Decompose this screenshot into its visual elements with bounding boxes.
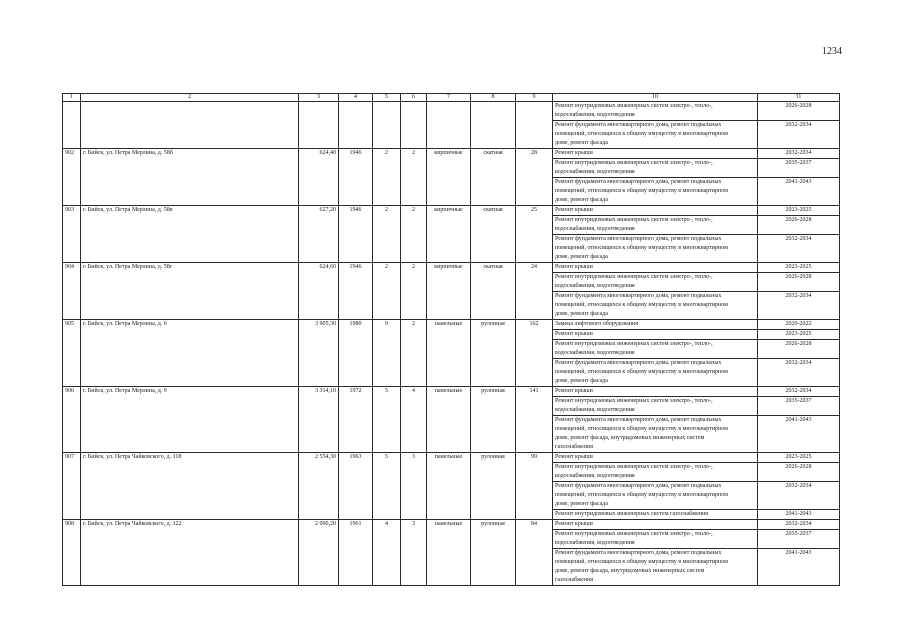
cell-work-name: Ремонт фундамента многоквартирного дома, ремонт подвальных помещений, относящихся к общему имуществу в многоквартирном доме, ремонт фасада <box>553 359 758 387</box>
cell-work-period: 2026-2028 <box>758 216 840 235</box>
cell-work-period: 2023-2025 <box>758 330 840 340</box>
cell-walls: кирпичные <box>427 263 471 320</box>
table-row <box>63 206 840 216</box>
cell-work-period: 2023-2025 <box>758 263 840 273</box>
table-row <box>63 520 840 530</box>
cell-walls: панельные <box>427 453 471 520</box>
cell-work-name: Ремонт внутридомовых инженерных систем электро-, тепло-, водоснабжения, водоотведения <box>553 159 758 178</box>
cell-year: 1946 <box>339 149 373 206</box>
cell-work-name: Ремонт крыши <box>553 520 758 530</box>
repair-schedule-table <box>62 93 840 586</box>
column-header-10: 10 <box>553 94 758 102</box>
cell-no: 903 <box>63 206 81 263</box>
cell-entrances <box>401 102 427 149</box>
cell-area: 624,40 <box>299 149 339 206</box>
cell-floors: 5 <box>373 387 401 453</box>
cell-residents: 84 <box>516 520 553 586</box>
cell-no: 906 <box>63 387 81 453</box>
table-row <box>63 453 840 463</box>
cell-no: 904 <box>63 263 81 320</box>
cell-year: 1972 <box>339 387 373 453</box>
column-header-5: 5 <box>373 94 401 102</box>
cell-work-name: Ремонт внутридомовых инженерных систем электро-, тепло-, водоснабжения, водоотведения <box>553 216 758 235</box>
table-row <box>63 263 840 273</box>
cell-work-name: Ремонт фундамента многоквартирного дома, ремонт подвальных помещений, относящихся к общему имуществу в многоквартирном доме, ремонт фасада, внутридомовых инженерных систем газоснабжения <box>553 549 758 586</box>
cell-work-period: 2041-2043 <box>758 416 840 453</box>
column-header-6: 6 <box>401 94 427 102</box>
cell-residents <box>516 102 553 149</box>
cell-work-name: Ремонт фундамента многоквартирного дома, ремонт подвальных помещений, относящихся к общему имуществу в многоквартирном доме, ремонт фасада <box>553 178 758 206</box>
cell-address: г. Бийск, ул. Петра Чайковского, д. 118 <box>81 453 299 520</box>
cell-work-name: Ремонт внутридомовых инженерных систем электро-, тепло-, водоснабжения, водоотведения <box>553 530 758 549</box>
cell-work-name: Ремонт фундамента многоквартирного дома, ремонт подвальных помещений, относящихся к общему имуществу в многоквартирном доме, ремонт фасада <box>553 292 758 320</box>
cell-work-period: 2035-2037 <box>758 397 840 416</box>
cell-no: 907 <box>63 453 81 520</box>
cell-address: г. Бийск, ул. Петра Мерлина, д. 58б <box>81 149 299 206</box>
cell-entrances: 2 <box>401 206 427 263</box>
column-header-8: 8 <box>471 94 516 102</box>
cell-work-name: Ремонт крыши <box>553 206 758 216</box>
cell-residents: 162 <box>516 320 553 387</box>
cell-area: 3 314,10 <box>299 387 339 453</box>
cell-floors: 2 <box>373 206 401 263</box>
cell-work-name: Ремонт фундамента многоквартирного дома, ремонт подвальных помещений, относящихся к общему имуществу в многоквартирном доме, ремонт фасада <box>553 235 758 263</box>
cell-roof: рулонная <box>471 387 516 453</box>
cell-walls: кирпичные <box>427 149 471 206</box>
cell-area: 3 905,30 <box>299 320 339 387</box>
cell-no: 908 <box>63 520 81 586</box>
cell-walls: кирпичные <box>427 206 471 263</box>
cell-roof <box>471 102 516 149</box>
column-header-4: 4 <box>339 94 373 102</box>
table-row <box>63 320 840 330</box>
cell-address: г. Бийск, ул. Петра Мерлина, д. 58в <box>81 206 299 263</box>
cell-address: г. Бийск, ул. Петра Мерлина, д. 6 <box>81 320 299 387</box>
cell-floors <box>373 102 401 149</box>
cell-floors: 2 <box>373 149 401 206</box>
cell-work-period: 2035-2037 <box>758 159 840 178</box>
table-row <box>63 102 840 121</box>
cell-year: 1963 <box>339 453 373 520</box>
column-header-3: 3 <box>299 94 339 102</box>
cell-work-period: 2026-2028 <box>758 273 840 292</box>
cell-address: г. Бийск, ул. Петра Чайковского, д. 122 <box>81 520 299 586</box>
page-number: 1234 <box>822 46 842 57</box>
cell-work-name: Ремонт крыши <box>553 330 758 340</box>
cell-work-period: 2041-2043 <box>758 510 840 520</box>
cell-residents: 25 <box>516 206 553 263</box>
table-row <box>63 387 840 397</box>
cell-entrances: 3 <box>401 520 427 586</box>
column-header-7: 7 <box>427 94 471 102</box>
cell-entrances: 2 <box>401 149 427 206</box>
cell-year: 1961 <box>339 520 373 586</box>
cell-work-period: 2032-2034 <box>758 482 840 510</box>
cell-work-name: Ремонт внутридомовых инженерных систем газоснабжения <box>553 510 758 520</box>
cell-area: 624,60 <box>299 263 339 320</box>
cell-entrances: 2 <box>401 320 427 387</box>
cell-walls: панельные <box>427 387 471 453</box>
cell-work-name: Ремонт крыши <box>553 263 758 273</box>
cell-floors: 4 <box>373 520 401 586</box>
column-header-2: 2 <box>81 94 299 102</box>
cell-floors: 9 <box>373 320 401 387</box>
cell-year: 1980 <box>339 320 373 387</box>
cell-area: 627,20 <box>299 206 339 263</box>
cell-address: г. Бийск, ул. Петра Мерлина, д. 9 <box>81 387 299 453</box>
cell-address <box>81 102 299 149</box>
cell-work-period: 2032-2034 <box>758 235 840 263</box>
cell-work-period: 2032-2034 <box>758 292 840 320</box>
column-header-1: 1 <box>63 94 81 102</box>
cell-work-name: Ремонт внутридомовых инженерных систем электро-, тепло-, водоснабжения, водоотведения <box>553 463 758 482</box>
column-header-9: 9 <box>516 94 553 102</box>
cell-work-period: 2023-2025 <box>758 206 840 216</box>
cell-work-period: 2026-2028 <box>758 463 840 482</box>
cell-no: 905 <box>63 320 81 387</box>
cell-work-period: 2032-2034 <box>758 121 840 149</box>
cell-roof: рулонная <box>471 320 516 387</box>
cell-work-period: 2032-2034 <box>758 387 840 397</box>
cell-entrances: 3 <box>401 453 427 520</box>
cell-work-period: 2041-2043 <box>758 178 840 206</box>
cell-roof: скатная <box>471 263 516 320</box>
cell-work-period: 2026-2028 <box>758 340 840 359</box>
cell-year <box>339 102 373 149</box>
cell-no <box>63 102 81 149</box>
header-row <box>63 94 840 102</box>
cell-work-period: 2032-2034 <box>758 149 840 159</box>
cell-work-period: 2023-2025 <box>758 453 840 463</box>
cell-work-period: 2026-2028 <box>758 102 840 121</box>
cell-roof: скатная <box>471 149 516 206</box>
cell-work-name: Ремонт фундамента многоквартирного дома, ремонт подвальных помещений, относящихся к общему имуществу в многоквартирном доме, ремонт фасада, внутридомовых инженерных систем газоснабжения <box>553 416 758 453</box>
cell-work-name: Ремонт внутридомовых инженерных систем электро-, тепло-, водоснабжения, водоотведения <box>553 273 758 292</box>
cell-year: 1946 <box>339 206 373 263</box>
cell-roof: рулонная <box>471 520 516 586</box>
cell-residents: 24 <box>516 263 553 320</box>
cell-roof: рулонная <box>471 453 516 520</box>
cell-work-name: Ремонт крыши <box>553 453 758 463</box>
cell-work-name: Ремонт фундамента многоквартирного дома, ремонт подвальных помещений, относящихся к общему имуществу в многоквартирном доме, ремонт фасада <box>553 482 758 510</box>
cell-year: 1946 <box>339 263 373 320</box>
cell-roof: скатная <box>471 206 516 263</box>
cell-walls: панельные <box>427 320 471 387</box>
cell-work-name: Ремонт фундамента многоквартирного дома, ремонт подвальных помещений, относящихся к общему имуществу в многоквартирном доме, ремонт фасада <box>553 121 758 149</box>
cell-address: г. Бийск, ул. Петра Мерлина, д. 58г <box>81 263 299 320</box>
cell-walls: панельные <box>427 520 471 586</box>
cell-residents: 28 <box>516 149 553 206</box>
cell-work-name: Замена лифтового оборудования <box>553 320 758 330</box>
cell-area: 2 554,30 <box>299 453 339 520</box>
cell-entrances: 2 <box>401 263 427 320</box>
cell-floors: 2 <box>373 263 401 320</box>
cell-work-period: 2041-2043 <box>758 549 840 586</box>
cell-work-period: 2032-2034 <box>758 359 840 387</box>
cell-work-name: Ремонт крыши <box>553 387 758 397</box>
cell-work-period: 2035-2037 <box>758 530 840 549</box>
cell-work-period: 2020-2022 <box>758 320 840 330</box>
table-row <box>63 149 840 159</box>
cell-residents: 99 <box>516 453 553 520</box>
cell-work-name: Ремонт внутридомовых инженерных систем электро-, тепло-, водоснабжения, водоотведения <box>553 397 758 416</box>
table-body <box>63 102 840 586</box>
cell-area <box>299 102 339 149</box>
cell-entrances: 4 <box>401 387 427 453</box>
cell-walls <box>427 102 471 149</box>
cell-floors: 5 <box>373 453 401 520</box>
cell-work-period: 2032-2034 <box>758 520 840 530</box>
cell-area: 2 090,20 <box>299 520 339 586</box>
cell-residents: 141 <box>516 387 553 453</box>
column-header-11: 11 <box>758 94 840 102</box>
cell-work-name: Ремонт внутридомовых инженерных систем электро-, тепло-, водоснабжения, водоотведения <box>553 340 758 359</box>
cell-work-name: Ремонт внутридомовых инженерных систем электро-, тепло-, водоснабжения, водоотведения <box>553 102 758 121</box>
cell-work-name: Ремонт крыши <box>553 149 758 159</box>
cell-no: 902 <box>63 149 81 206</box>
